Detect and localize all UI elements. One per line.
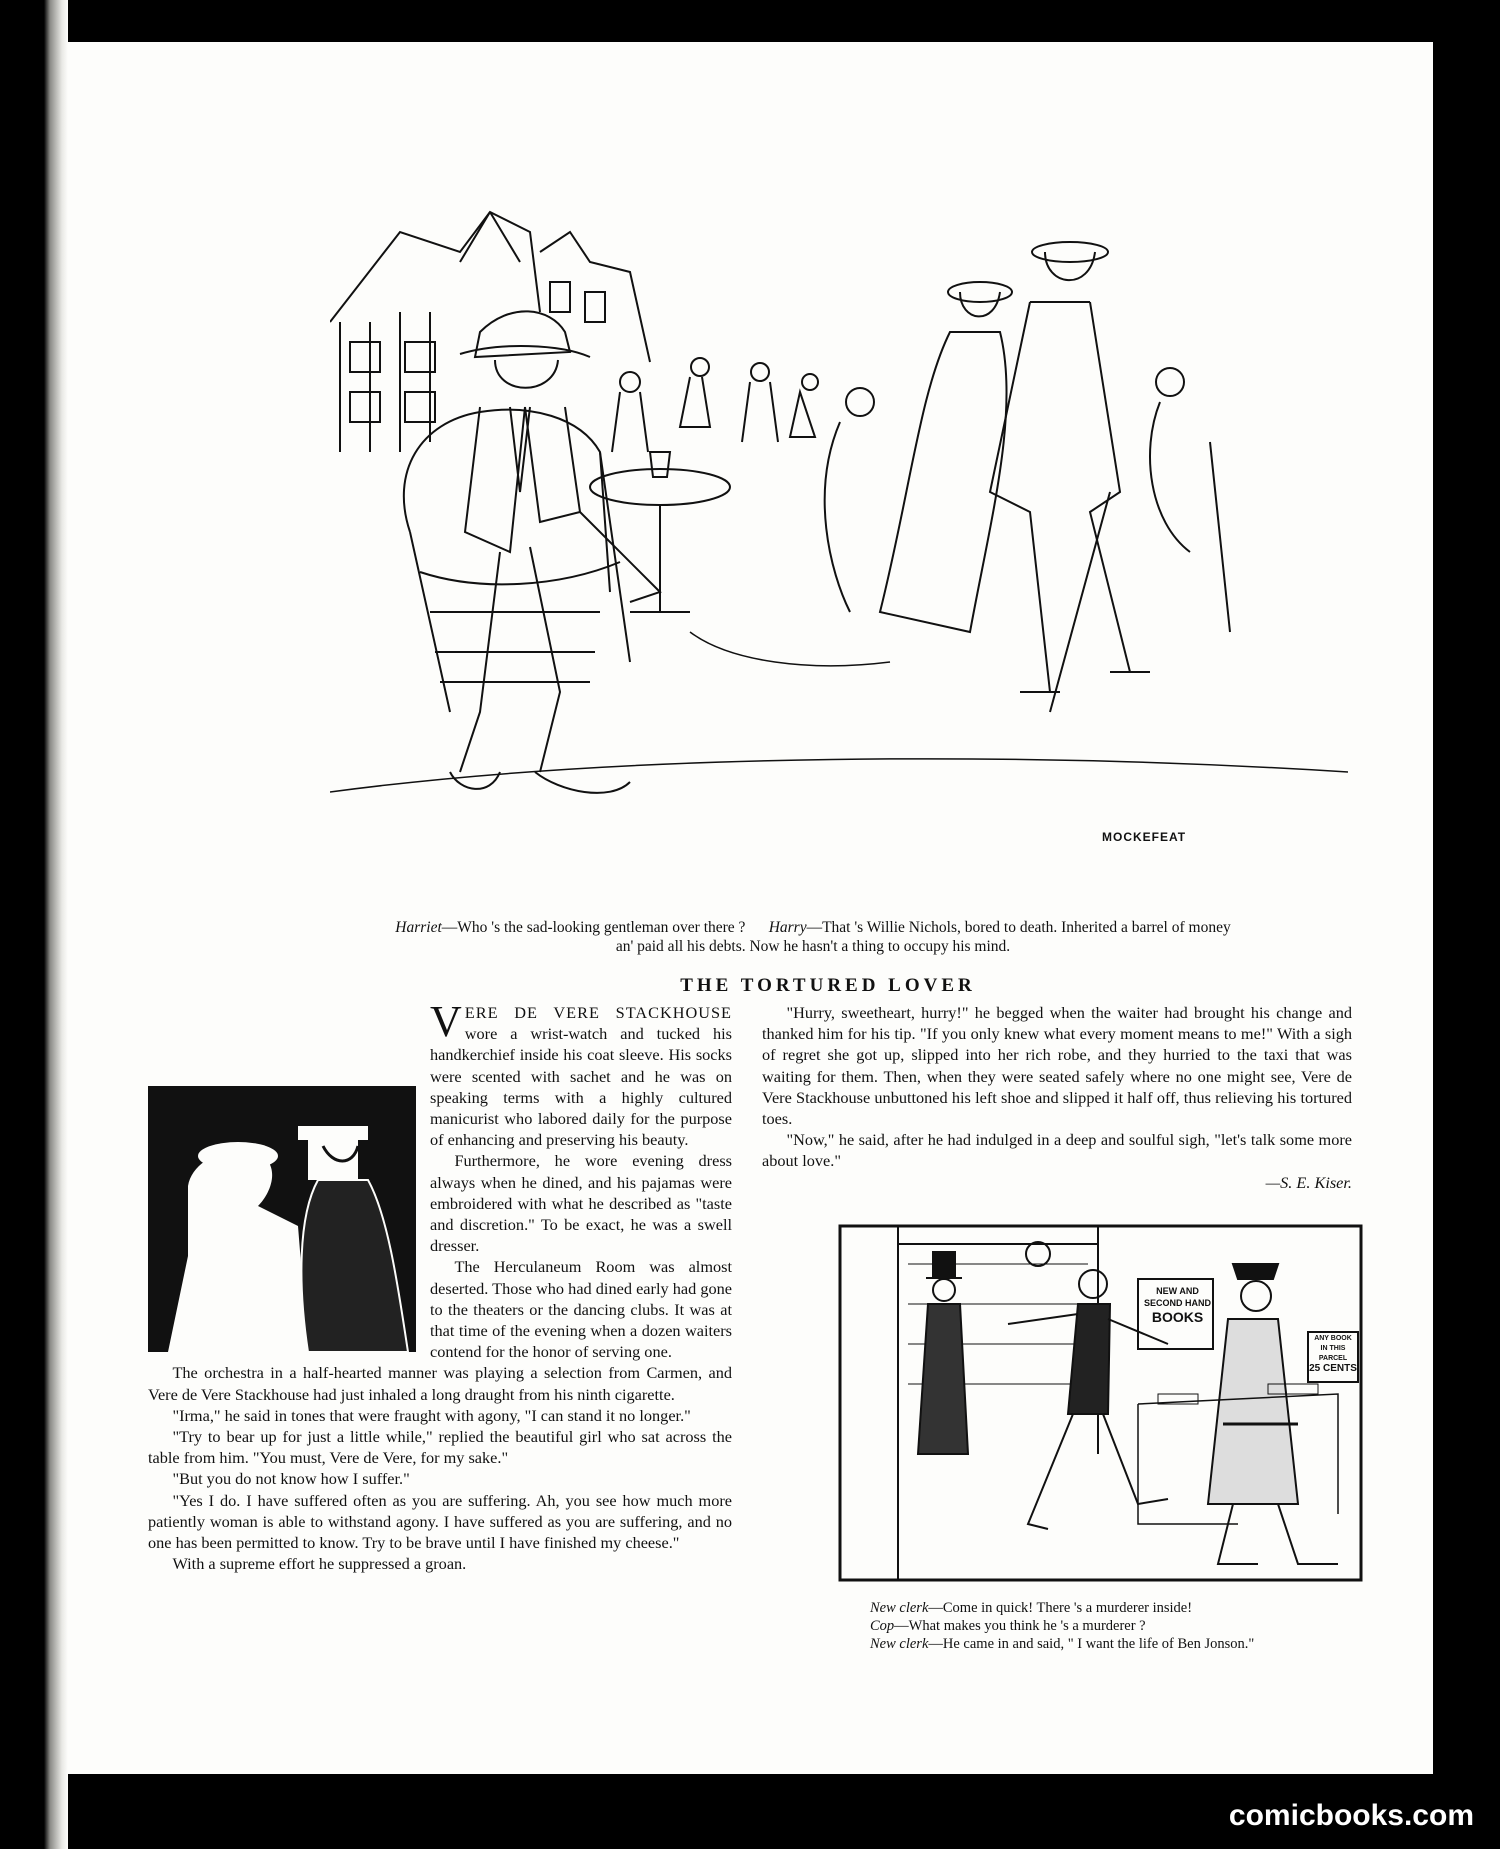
caption-speaker-new-clerk-2: New clerk <box>870 1636 929 1652</box>
bookshop-cartoon-caption <box>870 1599 1350 1653</box>
books-sign-line-2: SECOND HAND <box>1143 1298 1211 1308</box>
story-paragraph-10: "Hurry, sweetheart, hurry!" he begged when the waiter had brought his change and thanked him for his tip. "If you only knew what every moment means to me!" With a sigh of regret she got up, slipped into her rich robe, and they hurried to the taxi that was waiting for them. Then, when they were seated safely where no one might see, Vere de Vere Stackhouse unbuttoned his left shoe and slipped it half off, thus relieving his tortured toes. <box>762 1003 1352 1129</box>
caption-harriet-line: —Who 's the sad-looking gentleman over there ? <box>441 919 746 936</box>
hotel-building-drawing <box>330 212 650 452</box>
story-paragraph-2: Furthermore, he wore evening dress always when he dined, and his pajamas were embroidered with what he described as "taste and discretion." To be exact, he was a swell dresser. <box>430 1151 732 1256</box>
story-paragraph-7: "But you do not know how I suffer." <box>172 1469 410 1489</box>
top-cartoon-illustration <box>330 192 1348 892</box>
caption-harry-line: —That 's Willie Nichols, bored to death. Inherited a barrel of money <box>806 919 1231 936</box>
story-paragraph-11: "Now," he said, after he had indulged in a deep and soulful sigh, "let's talk some more about love." <box>762 1130 1352 1171</box>
seated-man-in-wicker-chair-drawing <box>404 311 660 793</box>
story-paragraph-9: With a supreme effort he suppressed a groan. <box>172 1554 467 1574</box>
customer-top-hat-drawing <box>918 1252 968 1454</box>
caption-cop-line: —What makes you think he 's a murderer ? <box>894 1618 1146 1634</box>
price-sign <box>1308 1334 1358 1374</box>
price-sign-line-1: ANY BOOK <box>1314 1335 1352 1342</box>
caption-harry-line-continued: an' paid all his debts. Now he hasn't a thing to occupy his mind. <box>615 938 1011 955</box>
magazine-page <box>68 42 1433 1774</box>
book-spine-gutter <box>0 0 68 1849</box>
background-crowd-drawing <box>612 358 818 452</box>
books-sign-line-1: NEW AND <box>1156 1286 1199 1296</box>
caption-new-clerk-line-1: —Come in quick! There 's a murderer inside! <box>928 1600 1193 1616</box>
story-lead-name: ERE DE VERE STACKHOUSE <box>464 1003 732 1022</box>
caption-speaker-harry: Harry <box>768 919 807 936</box>
price-sign-line-2: IN THIS PARCEL <box>1318 1345 1348 1362</box>
price-sign-line-3: 25 CENTS <box>1309 1363 1357 1374</box>
story-title: THE TORTURED LOVER <box>680 975 976 996</box>
caption-speaker-harriet: Harriet <box>395 919 442 936</box>
couple-silhouette-illustration <box>148 1086 416 1352</box>
story-paragraph-3: The Herculaneum Room was almost deserted. Those who had dined early had gone to the theaters or the dancing clubs. It was at that time of the evening when a dozen waiters contend for the honor of serving one. <box>430 1257 732 1362</box>
drop-cap: V <box>430 997 462 1046</box>
policeman-drawing <box>1208 1264 1338 1564</box>
books-sign-line-3: BOOKS <box>1151 1309 1204 1325</box>
bookshop-cartoon-illustration <box>838 1224 1363 1582</box>
story-attribution: —S. E. Kiser. <box>1265 1172 1352 1192</box>
story-paragraph-4: The orchestra in a half-hearted manner was playing a selection from Carmen, and Vere de Vere Stackhouse had just inhaled a long draught from his ninth cigarette. <box>148 1363 732 1404</box>
story-paragraph-5: "Irma," he said in tones that were fraught with agony, "I can stand it no longer." <box>172 1405 691 1425</box>
caption-speaker-cop: Cop <box>870 1618 895 1634</box>
story-paragraph-6: "Try to bear up for just a little while," replied the beautiful girl who sat across the table from him. "You must, Vere de Vere, for my sake." <box>148 1427 732 1468</box>
story-paragraph-1-text: wore a wrist-watch and tucked his handkerchief inside his coat sleeve. His socks were scented with sachet and he was on speaking terms with a highly cultured manicurist who labored daily for the purpose of enhancing and preserving his beauty. <box>430 1024 732 1150</box>
top-cartoon-caption <box>268 918 1358 956</box>
watermark: comicbooks.com <box>1228 1799 1474 1832</box>
books-sign <box>1140 1285 1215 1325</box>
caption-new-clerk-line-2: —He came in and said, " I want the life of Ben Jonson." <box>928 1636 1255 1652</box>
walking-couple-drawing <box>880 242 1150 712</box>
story-paragraph-8: "Yes I do. I have suffered often as you are suffering. Ah, you see how much more patiently woman is able to withstand agony. I have suffered as you are suffering, and no one has been permitted to know. Try to be brave until I have finished my cheese." <box>148 1490 732 1553</box>
story-right-column <box>762 1002 1352 1193</box>
caption-speaker-new-clerk-1: New clerk <box>870 1600 929 1616</box>
cartoon-signature: MOCKEFEAT <box>1102 830 1187 844</box>
